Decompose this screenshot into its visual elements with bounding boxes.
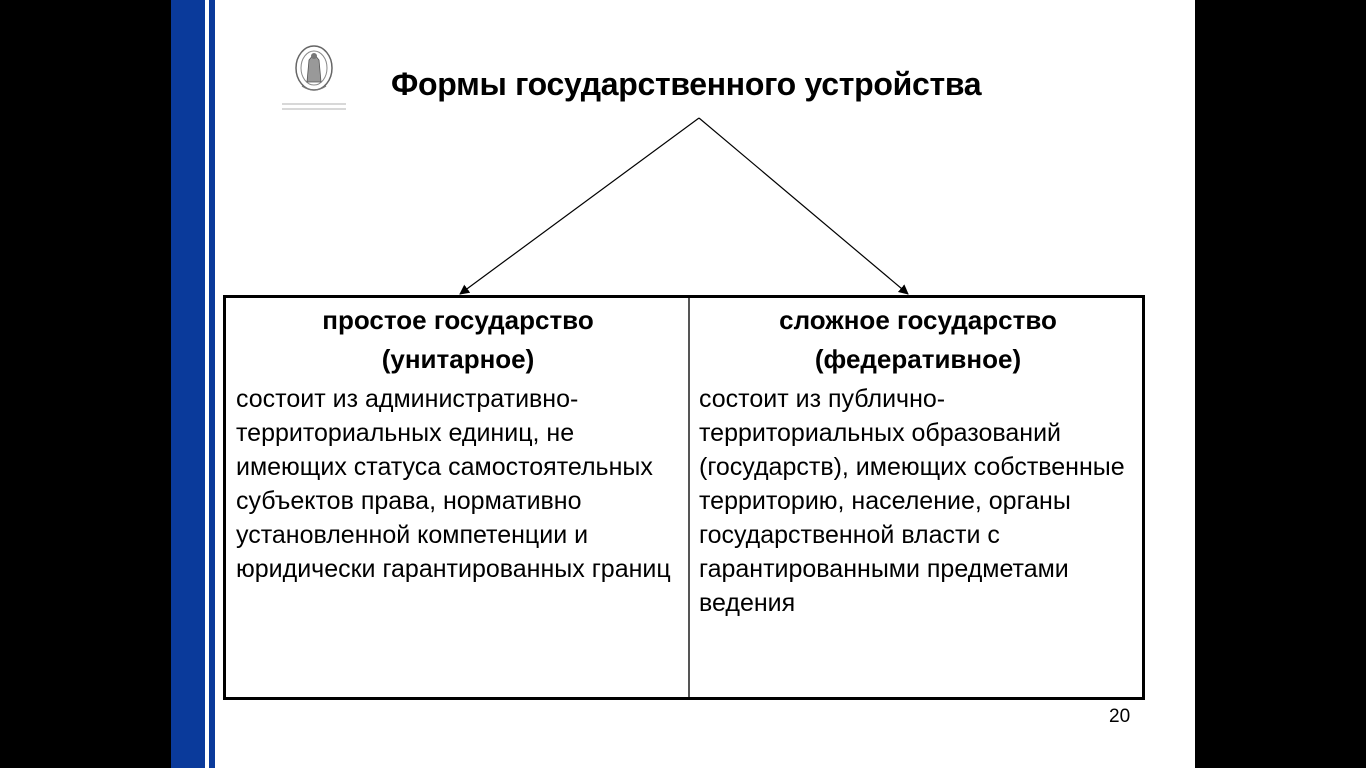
simple-state-subtitle: (унитарное) xyxy=(381,344,535,374)
simple-state-description: состоит из административно-территориальных единиц, не имеющих статуса самостоятельных субъектов права, нормативно установленной компетенции и юридически гарантированных границ xyxy=(236,385,671,583)
complex-state-description: состоит из публично-территориальных образований (государств), имеющих собственные территорию, население, органы государственной власти с гарантированными предметами ведения xyxy=(699,385,1125,617)
comparison-table xyxy=(223,295,1145,700)
arrow-to-simple-state xyxy=(460,118,699,294)
complex-state-title: сложное государство xyxy=(779,305,1057,335)
complex-state-column xyxy=(690,298,1145,697)
complex-state-heading xyxy=(699,301,1137,379)
simple-state-heading xyxy=(236,301,680,379)
simple-state-column xyxy=(226,298,688,697)
slide xyxy=(171,0,1195,768)
simple-state-title: простое государство xyxy=(322,305,594,335)
complex-state-subtitle: (федеративное) xyxy=(814,344,1022,374)
arrow-to-complex-state xyxy=(699,118,908,294)
slide-title: Формы государственного устройства xyxy=(391,66,982,102)
page-number: 20 xyxy=(1109,706,1131,727)
